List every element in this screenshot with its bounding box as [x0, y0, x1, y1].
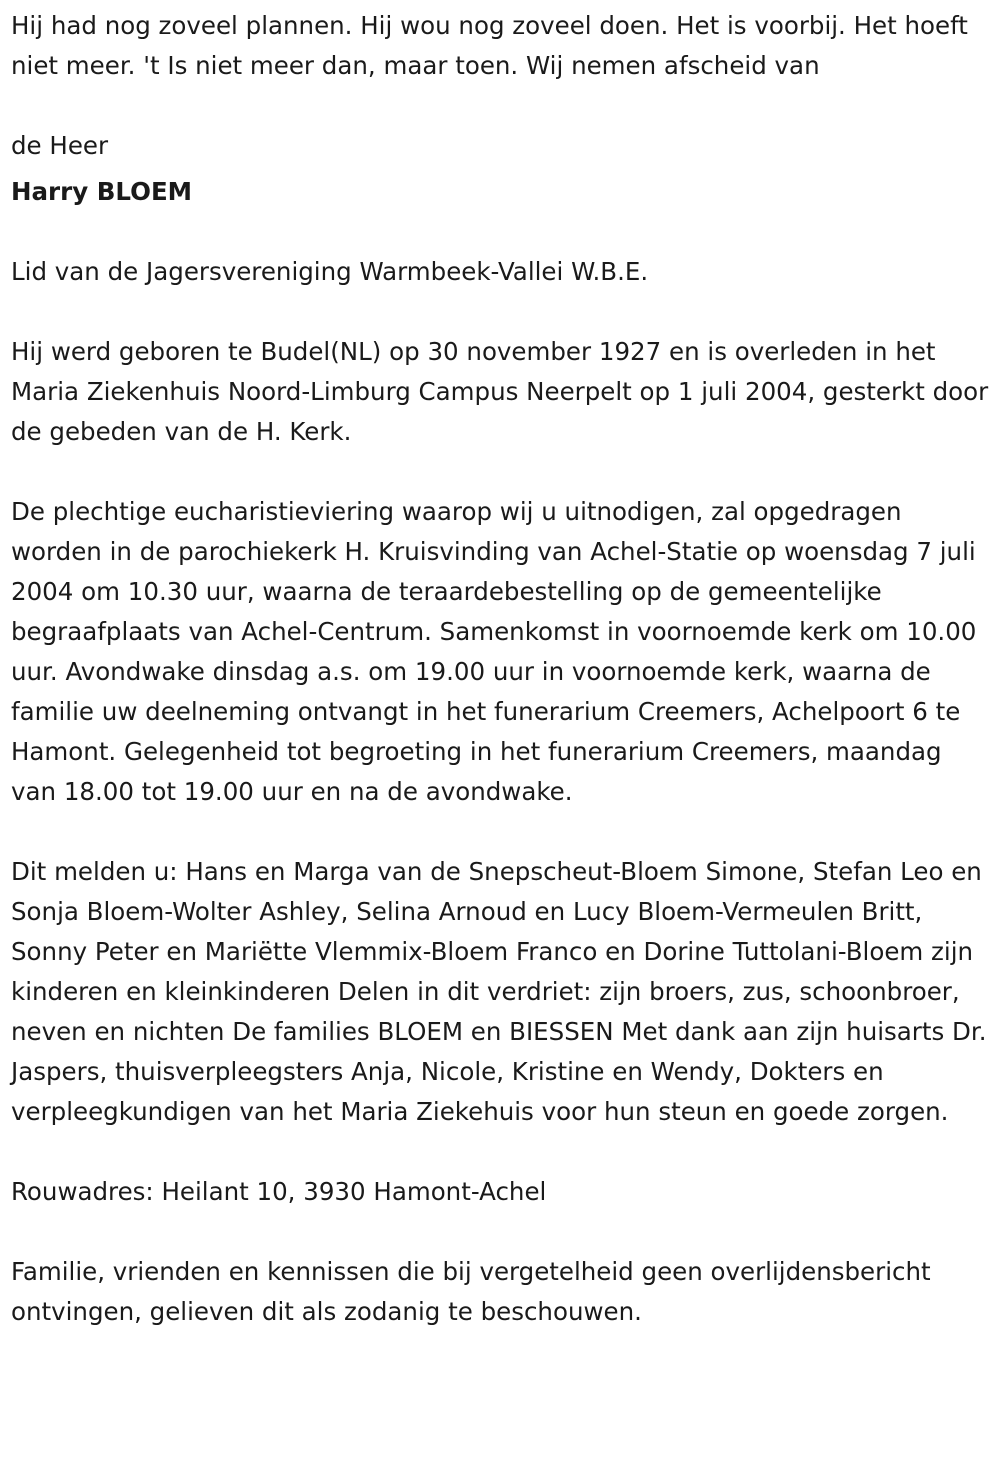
- spacer: [11, 212, 993, 252]
- closing-paragraph: Familie, vrienden en kennissen die bij vergetelheid geen overlijdensbericht ontvingen, gelieven dit als zodanig te beschouwen.: [11, 1257, 931, 1326]
- intro-paragraph: Hij had nog zoveel plannen. Hij wou nog zoveel doen. Het is voorbij. Het hoeft niet meer. 't Is niet meer dan, maar toen. Wij nemen afscheid van: [11, 11, 968, 80]
- spacer: [11, 1212, 993, 1252]
- obituary-document: [11, 6, 993, 1332]
- salutation: de Heer: [11, 131, 109, 160]
- birth-death-paragraph: Hij werd geboren te Budel(NL) op 30 november 1927 en is overleden in het Maria Ziekenhuis Noord-Limburg Campus Neerpelt op 1 juli 2004, gesterkt door de gebeden van de H. Kerk.: [11, 337, 989, 446]
- deceased-name: Harry BLOEM: [11, 177, 193, 206]
- spacer: [11, 1132, 993, 1172]
- spacer: [11, 452, 993, 492]
- membership-line: Lid van de Jagersvereniging Warmbeek-Vallei W.B.E.: [11, 257, 649, 286]
- mourning-address: Rouwadres: Heilant 10, 3930 Hamont-Achel: [11, 1177, 547, 1206]
- spacer: [11, 86, 993, 126]
- ceremony-paragraph: De plechtige eucharistieviering waarop wij u uitnodigen, zal opgedragen worden in de parochiekerk H. Kruisvinding van Achel-Statie op woensdag 7 juli 2004 om 10.30 uur, waarna de teraardebestelling op de gemeentelijke begraafplaats van Achel-Centrum. Samenkomst in voornoemde kerk om 10.00 uur. Avondwake dinsdag a.s. om 19.00 uur in voornoemde kerk, waarna de familie uw deelneming ontvangt in het funerarium Creemers, Achelpoort 6 te Hamont. Gelegenheid tot begroeting in het funerarium Creemers, maandag van 18.00 tot 19.00 uur en na de avondwake.: [11, 497, 977, 806]
- spacer: [11, 292, 993, 332]
- spacer: [11, 812, 993, 852]
- family-paragraph: Dit melden u: Hans en Marga van de Snepscheut-Bloem Simone, Stefan Leo en Sonja Bloem-Wolter Ashley, Selina Arnoud en Lucy Bloem-Vermeulen Britt, Sonny Peter en Mariëtte Vlemmix-Bloem Franco en Dorine Tuttolani-Bloem zijn kinderen en kleinkinderen Delen in dit verdriet: zijn broers, zus, schoonbroer, neven en nichten De families BLOEM en BIESSEN Met dank aan zijn huisarts Dr. Jaspers, thuisverpleegsters Anja, Nicole, Kristine en Wendy, Dokters en verpleegkundigen van het Maria Ziekehuis voor hun steun en goede zorgen.: [11, 857, 987, 1126]
